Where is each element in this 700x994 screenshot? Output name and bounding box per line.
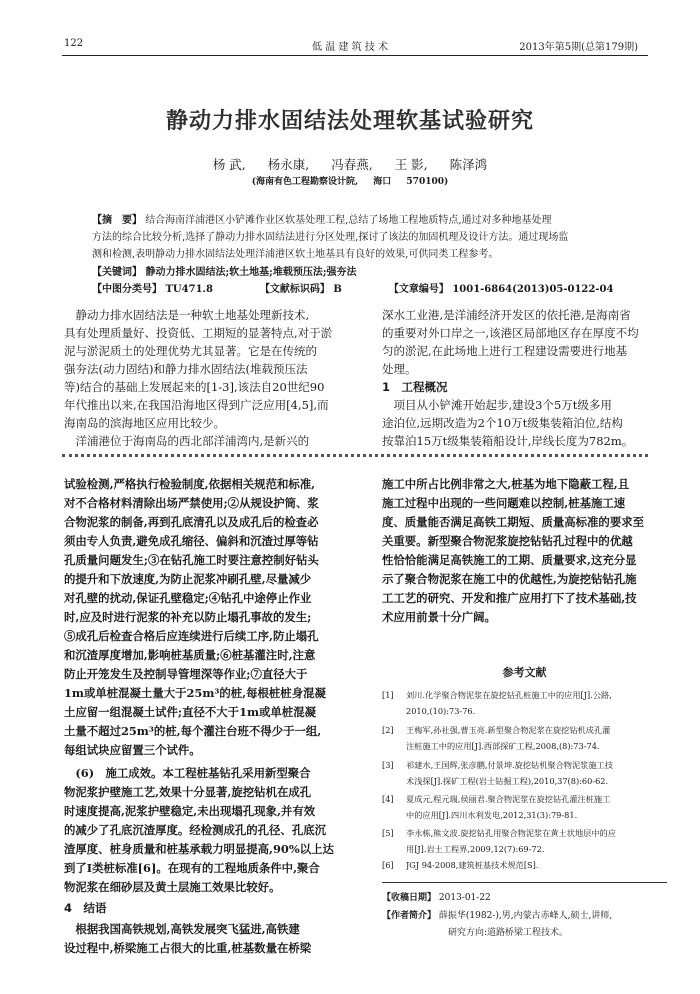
- body-line: 具有处理质量好、投资低、工期短的显著特点,对于淤: [64, 326, 333, 340]
- author: 陈泽鸿: [449, 157, 488, 172]
- header-rule: [62, 55, 648, 56]
- body-line: 途泊位,远期改造为2个10万t级集装箱泊位,结构: [382, 416, 623, 430]
- abstract-label: 【摘 要】: [92, 215, 142, 226]
- body-line: 到了Ⅰ类桩标准[6]。在现有的工程地质条件中,聚合: [64, 861, 320, 875]
- body-line: 性恰恰能满足高铁施工的工期、质量要求,这充分显: [382, 553, 637, 567]
- reference-number: [4]: [382, 794, 394, 804]
- received-date: [382, 890, 672, 903]
- body-line: 和沉渣厚度增加,影响桩基质量;⑥桩基灌注时,注意: [64, 648, 316, 662]
- body-line: 每组试块应留置三个试件。: [64, 743, 201, 757]
- body-line: 物泥浆在细砂层及黄土层施工效果比较好。: [64, 880, 281, 894]
- body-line: 洋浦港位于海南岛的西北部洋浦湾内,是新兴的: [64, 434, 310, 448]
- body-line: 等)结合的基础上发展起来的[1-3],该法自20世纪90: [64, 380, 325, 394]
- reference-text: 李永栋,熊文波.旋挖钻孔用聚合物泥浆在黄土状地层中的应: [406, 828, 616, 838]
- body-line: 时,应及时进行泥浆的补充以防止塌孔事故的发生;: [64, 610, 312, 624]
- body-line: 处理。: [382, 362, 417, 376]
- author: 王 影,: [394, 157, 428, 172]
- body-line: 物泥浆护壁施工艺,效果十分显著,旋挖钻机在成孔: [64, 785, 312, 799]
- body-line: 深水工业港,是洋浦经济开发区的依托港,是海南省: [382, 308, 631, 322]
- reference-number: [5]: [382, 828, 394, 838]
- author-bio-text: 研究方向:道路桥梁工程技术。: [448, 928, 569, 938]
- body-line: 施工过程中出现的一些问题难以控制,桩基施工速: [382, 496, 626, 510]
- reference-text: 中的应用[J].四川水利发电,2012,31(3):79-81.: [406, 810, 578, 820]
- journal-name: 低 温 建 筑 技 术: [312, 42, 388, 53]
- reference-text: 2010,(10):73-76.: [406, 706, 476, 716]
- author: 杨永康,: [267, 157, 310, 172]
- body-line: 的提升和下放速度,为防止泥浆冲刷孔壁,尽量减少: [64, 572, 312, 586]
- reference-text: 术浅探[J].探矿工程(岩土钻掘工程),2010,37(8):60-62.: [406, 776, 609, 786]
- cls-label: 【中图分类号】: [92, 284, 162, 295]
- reference-text: 祁建水,王国辉,张彦鹏,付景坤.旋挖钻机聚合物泥浆施工技: [406, 760, 613, 770]
- body-line: 海南岛的滨海地区应用比较少。: [64, 416, 225, 430]
- article-title: 静动力排水固结法处理软基试验研究: [165, 109, 534, 134]
- body-line: 关重要。新型聚合物泥浆旋挖钻钻孔过程中的优越: [382, 534, 633, 548]
- reference-number: [1]: [382, 690, 394, 700]
- body-line: 项目从小铲滩开始起步,建设3个5万t级多用: [382, 398, 612, 412]
- body-line: 年代推出以来,在我国沿海地区得到广泛应用[4,5],而: [64, 398, 329, 412]
- abstract-line: 方法的综合比较分析,选择了静动力排水固结法进行分区处理,探讨了该法的加固机理及设计方法。通过现场监: [92, 232, 569, 243]
- reference-number: [3]: [382, 760, 394, 770]
- body-line: 试验检测,严格执行检验制度,依据相关规范和标准,: [64, 477, 316, 491]
- body-line: 术应用前景十分广阔。: [382, 610, 496, 624]
- article-no-value: 1001-6864(2013)05-0122-04: [452, 284, 614, 295]
- body-line: 强夯法(动力固结)和静力排水固结法(堆载预压法: [64, 362, 308, 376]
- body-line: 土应留一组混凝土试件;直径不大于1m或单桩混凝: [64, 705, 316, 719]
- reference-number: [2]: [382, 725, 394, 735]
- body-line: 合物泥浆的制备,再到孔底清孔以及成孔后的检查必: [64, 515, 319, 529]
- author-list: [0, 155, 700, 173]
- body-line: 工工艺的研究、开发和推广应用打下了技术基础,技: [382, 591, 637, 605]
- abstract-line: 测和检测,表明静动力排水固结法处理洋浦港区软土地基具有良好的效果,可供同类工程参考。: [92, 249, 499, 260]
- affiliation-zip: 570100): [406, 177, 449, 187]
- reference-text: JGJ 94-2008,建筑桩基技术规范[S].: [406, 860, 539, 870]
- reference-text: 用[J].岩土工程界,2009,12(7):69-72.: [406, 844, 545, 854]
- body-line: 对不合格材料清除出场严禁使用;②从规设护筒、浆: [64, 496, 319, 510]
- section-heading: 1 工程概况: [382, 380, 448, 394]
- keywords-text: 静动力排水固结法;软土地基;堆载预压法;强夯法: [145, 267, 357, 278]
- doc-code-label: 【文献标识码】: [259, 284, 330, 295]
- section-heading: 4 结语: [64, 901, 107, 915]
- body-line: 1m或单桩混凝土量大于25m³的桩,每根桩桩身混凝: [64, 686, 326, 700]
- body-line: (6) 施工成效。本工程桩基钻孔采用新型聚合: [64, 766, 311, 780]
- affiliation: [0, 174, 700, 187]
- issue-info: 2013年第5期(总第179期): [519, 42, 638, 53]
- body-line: 匀的淤泥,在此场地上进行工程建设需要进行地基: [382, 344, 628, 358]
- body-line: 时速度提高,泥浆护壁稳定,未出现塌孔现象,并有效: [64, 804, 316, 818]
- body-line: 按靠泊15万t级集装箱船设计,岸线长度为782m。: [382, 434, 634, 448]
- body-line: 对孔壁的扰动,保证孔壁稳定;④钻孔中途停止作业: [64, 591, 312, 605]
- reference-text: 夏成元,程元瑞,侯丽君.聚合物泥浆在旋挖钻孔灌注桩施工: [406, 794, 611, 804]
- body-line: 泥与淤泥质土的处理优势尤其显著。它是在传统的: [64, 344, 317, 358]
- author-bio-label: 【作者简介】: [382, 911, 437, 921]
- reference-text: 刘川.化学聚合物泥浆在旋挖钻孔桩施工中的应用[J].公路,: [406, 690, 612, 700]
- reference-text: 王梅军,孙社强,曹玉亮.新型聚合物泥浆在旋挖钻机成孔灌: [406, 725, 611, 735]
- references-heading: 参考文献: [502, 666, 547, 679]
- reference-number: [6]: [382, 860, 394, 870]
- affiliation-city: 海口: [373, 177, 392, 187]
- author: 冯春燕,: [331, 157, 373, 172]
- affiliation-org: (海南有色工程勘察设计院,: [251, 177, 359, 187]
- page-cut-divider: [62, 454, 648, 457]
- author-bio-text: 薛振华(1982-),男,内蒙古赤峰人,硕士,讲师,: [438, 911, 613, 921]
- classification-row: [92, 280, 652, 295]
- cls-value: TU471.8: [165, 284, 213, 295]
- body-line: 根据我国高铁规划,高铁发展突飞猛进,高铁建: [64, 922, 300, 936]
- body-line: 防止开笼发生及控制导管埋深等作业;⑦直径大于: [64, 667, 308, 681]
- keywords: [92, 263, 652, 278]
- body-line: 须由专人负责,避免成孔缩径、偏斜和沉渣过厚等钻: [64, 534, 319, 548]
- article-no-label: 【文章编号】: [388, 284, 449, 295]
- body-line: 静动力排水固结法是一种软土地基处理新技术,: [64, 308, 310, 322]
- body-line: 渣厚度、桩身质量和桩基承载力明显提高,90%以上达: [64, 842, 334, 856]
- body-line: 施工中所占比例非常之大,桩基为地下隐蔽工程,且: [382, 477, 630, 491]
- body-line: 的减少了孔底沉渣厚度。经检测成孔的孔径、孔底沉: [64, 823, 326, 837]
- author: 杨 武,: [212, 157, 246, 172]
- abstract-line: 【摘 要】 结合海南洋浦港区小铲滩作业区软基处理工程,总结了场地工程地质特点,通过对多种地基处理: [92, 215, 552, 226]
- reference-text: 注桩施工中的应用[J].西部探矿工程,2008,(8):73-74.: [406, 741, 600, 751]
- body-line: 的重要对外口岸之一,该港区局部地区存在厚度不均: [382, 326, 639, 340]
- received-value: 2013-01-22: [438, 893, 491, 903]
- body-line: 土量不超过25m³的桩,每个灌注台班不得少于一组,: [64, 724, 322, 738]
- body-line: 设过程中,桥梁施工占很大的比重,桩基数量在桥梁: [64, 941, 312, 955]
- body-line: 度、质量能否满足高铁工期短、质量高标准的要求至: [382, 515, 644, 529]
- received-label: 【收稿日期】: [382, 893, 437, 903]
- body-line: 孔质量问题发生;③在钻孔施工时要注意控制好钻头: [64, 553, 319, 567]
- body-line: 示了聚合物泥浆在施工中的优越性,为旋挖钻钻孔施: [382, 572, 637, 586]
- author-bio: [382, 908, 672, 921]
- doc-code-value: B: [333, 284, 342, 295]
- page-number: 122: [64, 38, 84, 49]
- keywords-label: 【关键词】: [92, 267, 142, 278]
- body-line: ⑤成孔后检查合格后应连续进行后续工序,防止塌孔: [64, 629, 319, 643]
- footnote-rule: [382, 882, 667, 883]
